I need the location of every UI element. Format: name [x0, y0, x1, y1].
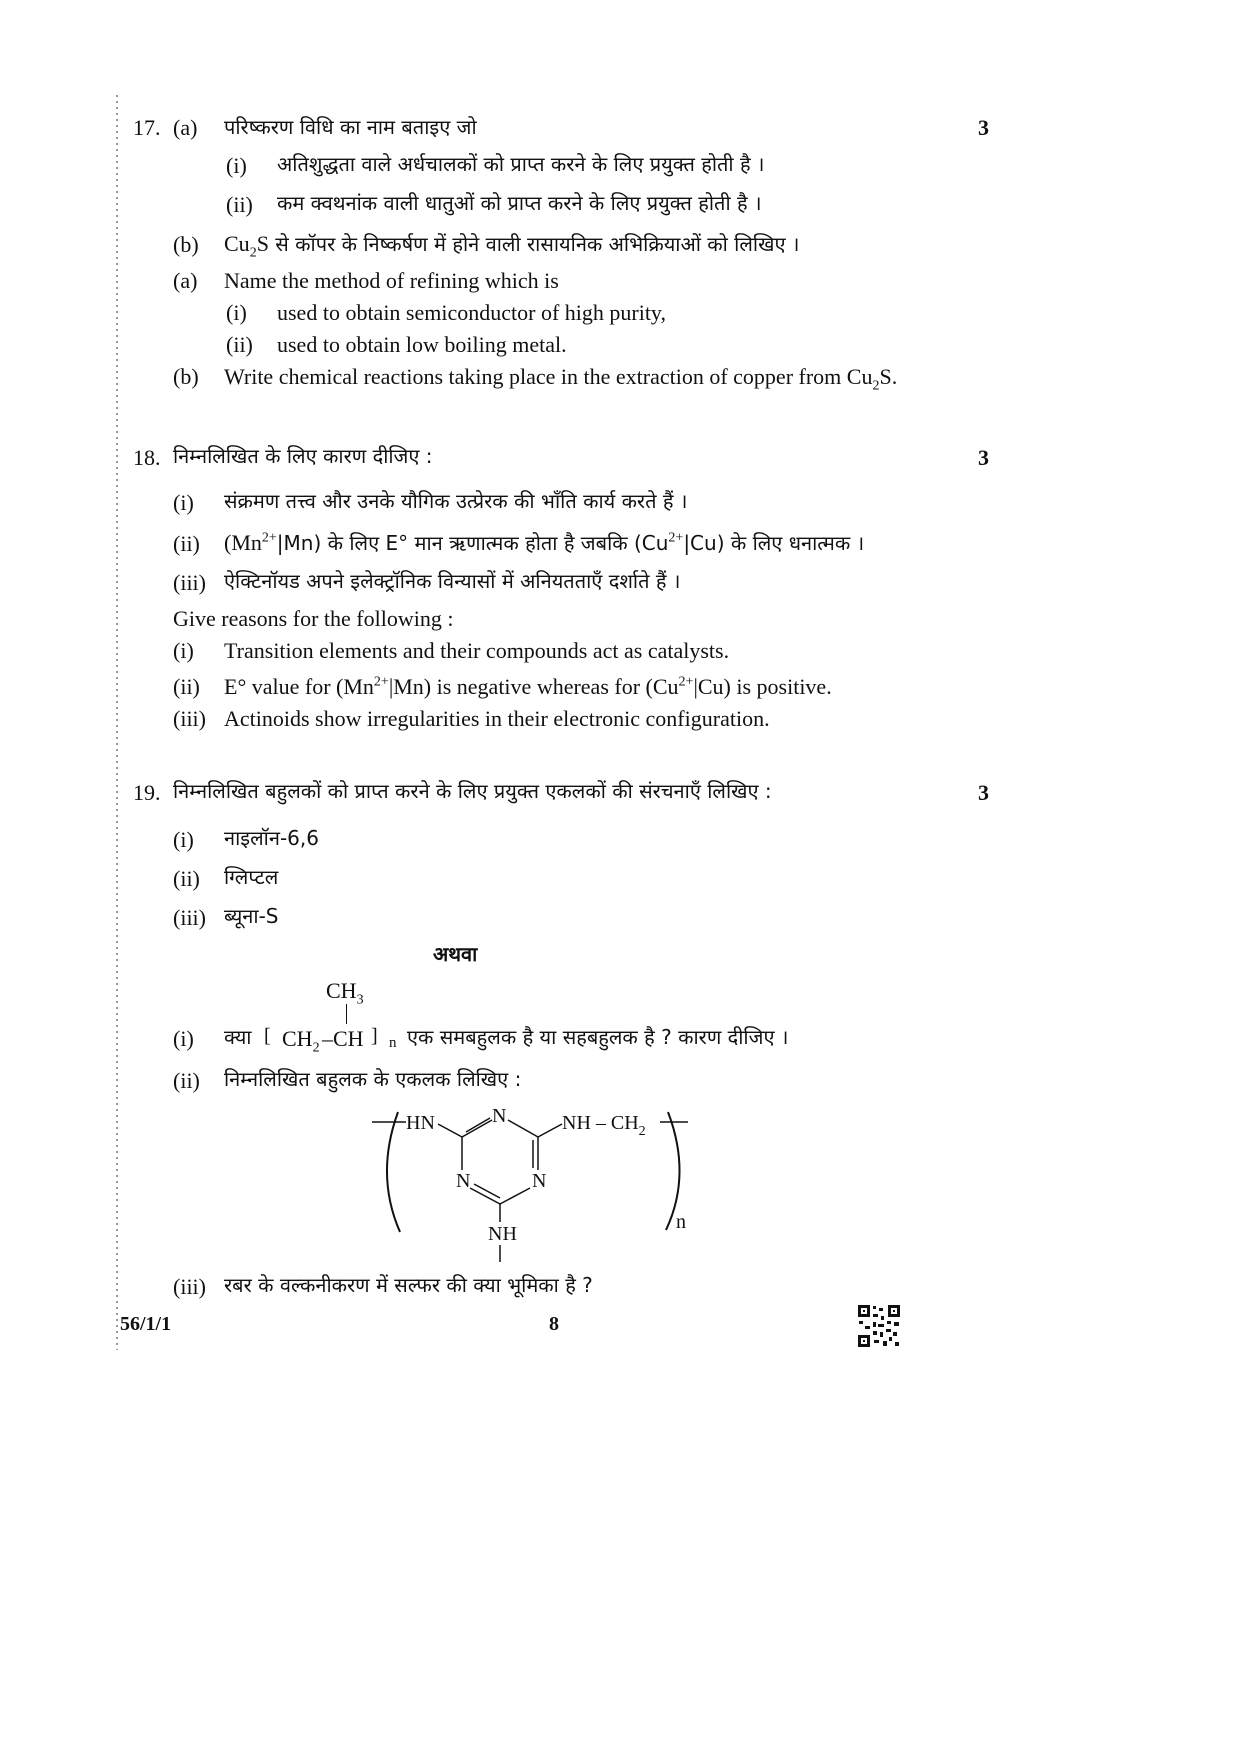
q17-a-english: Name the method of refining which is	[224, 268, 559, 293]
q18-stem-hindi: निम्नलिखित के लिए कारण दीजिए :	[173, 444, 433, 468]
q18-marks: 3	[978, 445, 989, 470]
bond	[438, 1124, 462, 1137]
q18-i-label-en: (i)	[173, 638, 194, 663]
q18-iii-label-en: (iii)	[173, 706, 206, 731]
hn-label: HN	[406, 1112, 435, 1134]
q17-i-english: used to obtain semiconductor of high purity,	[277, 300, 667, 325]
bond	[508, 1120, 538, 1137]
q18-iii-hindi: ऐक्टिनॉयड अपने इलेक्ट्रॉनिक विन्यासों में अनियतताएँ दर्शाते हैं ।	[224, 569, 681, 593]
q19-or-i-text: एक समबहुलक है या सहबहुलक है ? कारण दीजिए ।	[407, 1025, 789, 1049]
bond-vertical	[346, 1004, 347, 1024]
nh-bottom-label: NH	[488, 1223, 517, 1245]
q18-i-english: Transition elements and their compounds act as catalysts.	[224, 638, 730, 663]
q19-iii-hindi: ब्यूना-S	[224, 904, 279, 928]
q19-or-ii-label: (ii)	[173, 1068, 200, 1093]
q17-b-label-en: (b)	[173, 364, 199, 389]
q19-or-ii-text: निम्नलिखित बहुलक के एकलक लिखिए :	[224, 1067, 522, 1091]
q17-i-hindi: अतिशुद्धता वाले अर्धचालकों को प्राप्त करने के लिए प्रयुक्त होती है ।	[277, 152, 765, 176]
q17-b-label: (b)	[173, 232, 199, 257]
q17-a-label: (a)	[173, 115, 198, 140]
left-bracket: [	[264, 1025, 271, 1047]
q18-ii-label: (ii)	[173, 531, 200, 556]
qr-code-icon	[857, 1304, 901, 1348]
q19-marks: 3	[978, 780, 989, 805]
bond	[466, 1118, 490, 1132]
n-left-label: N	[456, 1170, 471, 1192]
q19-or-i-pre: क्या	[224, 1025, 252, 1049]
q19-ii-hindi: ग्लिप्टल	[224, 865, 279, 889]
q19-number: 19.	[133, 780, 161, 805]
repeat-n: n	[389, 1035, 397, 1051]
nh-ch2-label: NH – $CH_2$	[562, 1112, 646, 1139]
bond	[500, 1188, 530, 1204]
margin-dotted-line	[116, 95, 118, 1350]
q19-i-hindi: नाइलॉन-6,6	[224, 826, 319, 850]
bond	[538, 1124, 562, 1137]
q17-i-label: (i)	[226, 153, 247, 178]
q19-or-i-label: (i)	[173, 1026, 194, 1051]
q18-number: 18.	[133, 445, 161, 470]
ch3-group: $CH_3$	[326, 978, 364, 1008]
q17-ii-label-en: (ii)	[226, 332, 253, 357]
q19-or-iii-text: रबर के वल्कनीकरण में सल्फर की क्या भूमिका है ?	[224, 1273, 593, 1297]
ch2-group: $CH_2$	[282, 1026, 320, 1056]
q17-marks: 3	[978, 115, 989, 140]
q17-a-hindi: परिष्करण विधि का नाम बताइए जो	[224, 115, 477, 139]
q18-iii-english: Actinoids show irregularities in their electronic configuration.	[224, 706, 770, 731]
q17-ii-hindi: कम क्वथनांक वाली धातुओं को प्राप्त करने के लिए प्रयुक्त होती है ।	[277, 191, 762, 215]
left-paren	[387, 1112, 400, 1232]
q17-b-english: Write chemical reactions taking place in the extraction of copper from $Cu_2S$.	[224, 364, 898, 394]
ch-group: –CH	[322, 1026, 364, 1051]
q19-or-iii-label: (iii)	[173, 1274, 206, 1299]
q17-i-label-en: (i)	[226, 300, 247, 325]
q18-iii-label: (iii)	[173, 570, 206, 595]
n-top-label: N	[492, 1105, 507, 1127]
q19-stem-hindi: निम्नलिखित बहुलकों को प्राप्त करने के लिए प्रयुक्त एकलकों की संरचनाएँ लिखिए :	[173, 779, 772, 803]
paper-code: 56/1/1	[120, 1313, 172, 1335]
q18-i-hindi: संक्रमण तत्त्व और उनके यौगिक उत्प्रेरक की भाँति कार्य करते हैं ।	[224, 489, 688, 513]
bond	[462, 1120, 492, 1137]
q17-number: 17.	[133, 115, 161, 140]
bond	[474, 1184, 500, 1198]
right-bracket: ]	[371, 1025, 378, 1047]
q19-ii-label: (ii)	[173, 866, 200, 891]
q18-ii-english: E° value for $(Mn^{2+}|Mn)$ is negative whereas for $(Cu^{2+}|Cu)$ is positive.	[224, 674, 832, 699]
q17-b-hindi: $Cu_2S$ से कॉपर के निष्कर्षण में होने वाली रासायनिक अभिक्रियाओं को लिखिए ।	[224, 231, 800, 261]
q17-ii-english: used to obtain low boiling metal.	[277, 332, 567, 357]
q18-i-label: (i)	[173, 490, 194, 515]
q18-ii-hindi: $(Mn^{2+}|Mn)$ के लिए E° मान ऋणात्मक होता है जबकि $(Cu^{2+}|Cu)$ के लिए धनात्मक ।	[224, 530, 865, 555]
q17-a-label-en: (a)	[173, 268, 198, 293]
q18-ii-label-en: (ii)	[173, 674, 200, 699]
q19-i-label: (i)	[173, 827, 194, 852]
or-heading: अथवा	[433, 942, 478, 966]
melamine-polymer-structure	[370, 1100, 710, 1275]
q18-stem-english: Give reasons for the following :	[173, 606, 454, 631]
repeat-n-label: n	[676, 1211, 686, 1233]
q17-ii-label: (ii)	[226, 192, 253, 217]
q19-iii-label: (iii)	[173, 905, 206, 930]
page-number: 8	[549, 1313, 559, 1335]
n-right-label: N	[532, 1170, 547, 1192]
